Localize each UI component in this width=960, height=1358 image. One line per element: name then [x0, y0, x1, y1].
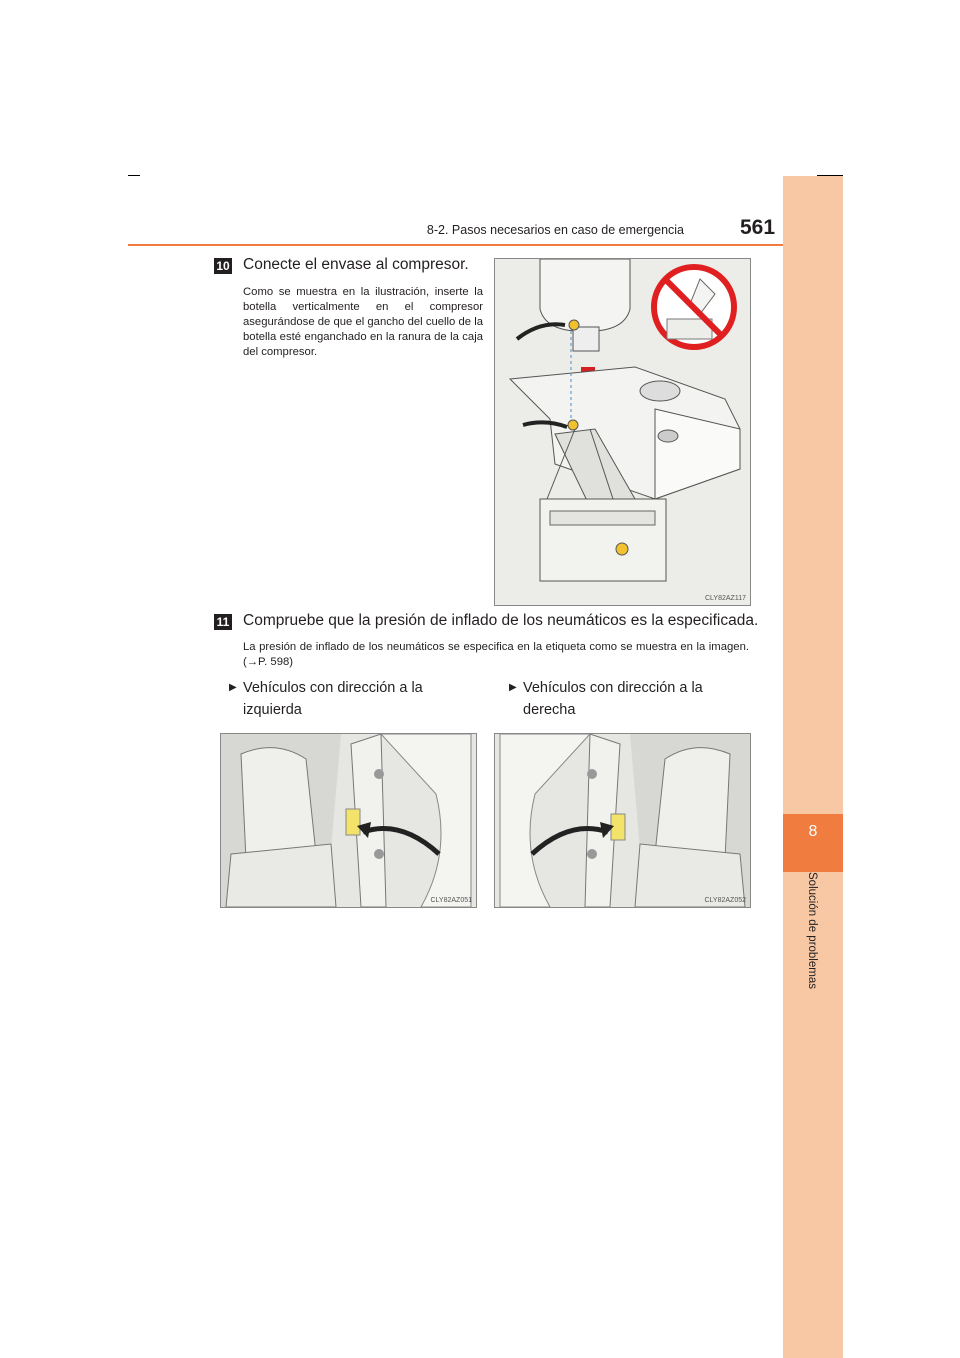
- compressor-drawing: [495, 259, 750, 605]
- step-10-badge: 10: [214, 258, 232, 274]
- step-10-body: Como se muestra en la ilustración, inserte la botella verticalmente en el compresor asegurándose de que el gancho del cuello de la botella esté enganchado en la ranura de la caja del compresor.: [243, 286, 483, 358]
- step-11-badge: 11: [214, 614, 232, 630]
- triangle-bullet-icon: ▶: [509, 682, 517, 693]
- chapter-side-band: [783, 176, 843, 1358]
- crop-mark: [128, 175, 140, 176]
- chapter-number: 8: [808, 823, 818, 840]
- image-code: CLY82AZ051: [430, 897, 472, 904]
- header-rule: [128, 244, 783, 246]
- image-code: CLY82AZ052: [704, 897, 746, 904]
- chapter-title: Solución de problemas: [806, 871, 818, 989]
- section-title: 8-2. Pasos necesarios en caso de emergencia: [426, 223, 684, 237]
- step-10-title: Conecte el envase al compresor.: [243, 256, 469, 273]
- left-drive-door-illustration: [220, 733, 477, 908]
- image-code: CLY82AZ117: [705, 595, 746, 602]
- right-drive-heading: Vehículos con dirección a la derecha: [523, 680, 703, 718]
- left-drive-heading: Vehículos con dirección a la izquierda: [243, 680, 423, 718]
- triangle-bullet-icon: ▶: [229, 682, 237, 693]
- step-11-title: Compruebe que la presión de inflado de los neumáticos es la especificada.: [243, 612, 759, 629]
- right-drive-drawing: [495, 734, 750, 907]
- left-drive-drawing: [221, 734, 476, 907]
- compressor-illustration: [494, 258, 751, 606]
- step-11-body: La presión de inflado de los neumáticos se especifica en la etiqueta como se muestra en la imagen. (→P. 598): [243, 641, 749, 668]
- page-number: 561: [740, 216, 776, 239]
- right-drive-door-illustration: [494, 733, 751, 908]
